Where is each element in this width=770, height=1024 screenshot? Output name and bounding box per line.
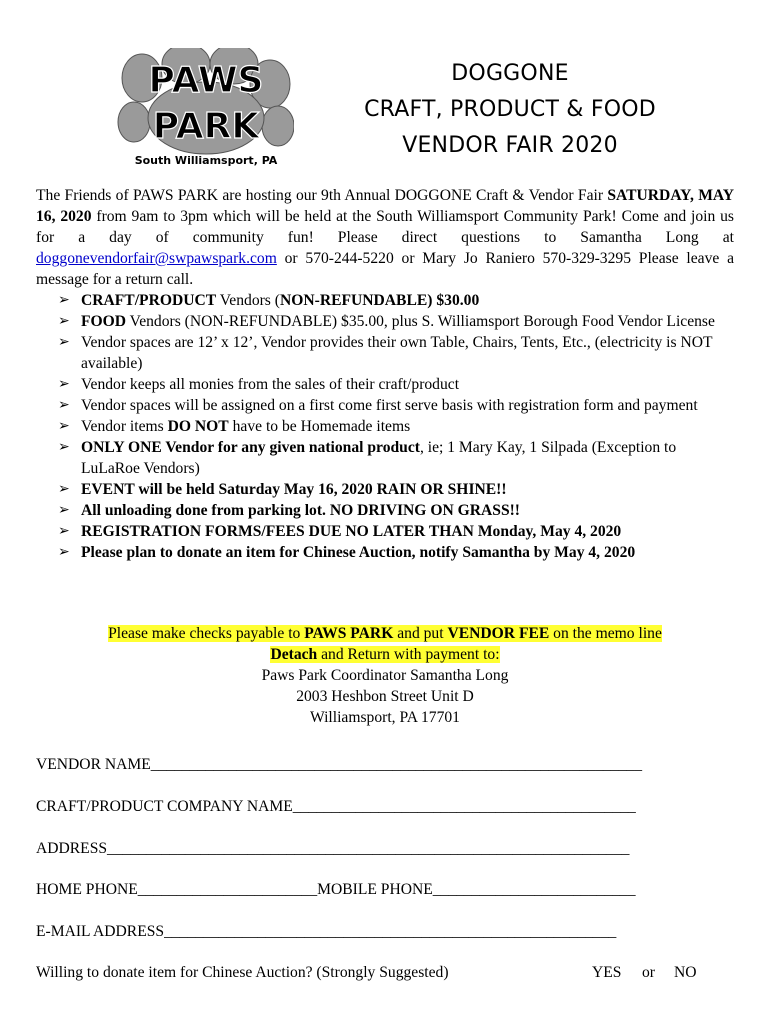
- list-item: [56, 311, 736, 332]
- bullet-text: , ie; 1 Mary Kay, 1 Silpada (Exception to LuLaRoe Vendors): [81, 439, 677, 477]
- company-name-field[interactable]: CRAFT/PRODUCT COMPANY NAME____________________________________________: [36, 798, 636, 815]
- bullet-text: Vendors (NON-REFUNDABLE) $35.00, plus S. Williamsport Borough Food Vendor License: [126, 313, 715, 330]
- list-item: [56, 332, 736, 374]
- logo-caption: South Williamsport, PA: [134, 154, 278, 167]
- bullet-text: have to be Homemade items: [228, 418, 411, 435]
- arrow-bullet-icon: ➢: [58, 439, 70, 455]
- phone-fields[interactable]: HOME PHONE_______________________MOBILE PHONE__________________________: [36, 881, 636, 898]
- coordinator-name: Paws Park Coordinator Samantha Long: [261, 667, 509, 684]
- payment-text: VENDOR FEE: [447, 625, 550, 642]
- arrow-bullet-icon: ➢: [58, 334, 70, 350]
- intro-paragraph: [36, 185, 734, 290]
- arrow-bullet-icon: ➢: [58, 502, 70, 518]
- arrow-bullet-icon: ➢: [58, 523, 70, 539]
- street-address: 2003 Heshbon Street Unit D: [296, 688, 474, 705]
- arrow-bullet-icon: ➢: [58, 544, 70, 560]
- payment-line-2: [0, 644, 770, 665]
- bullet-text: FOOD: [81, 313, 127, 330]
- list-item: [56, 437, 736, 479]
- payment-text: and put: [393, 625, 448, 642]
- donate-question: Willing to donate item for Chinese Auction? (Strongly Suggested): [36, 964, 449, 981]
- bullet-text: ONLY ONE Vendor for any given national product: [81, 439, 420, 456]
- list-item: [56, 374, 736, 395]
- paws-park-logo: [116, 48, 294, 168]
- list-item: [56, 479, 736, 500]
- bullet-text: CRAFT/PRODUCT: [81, 292, 217, 309]
- title-line3: VENDOR FAIR 2020: [402, 133, 618, 158]
- bullet-text: DO NOT: [167, 418, 229, 435]
- no-option[interactable]: NO: [674, 964, 697, 981]
- arrow-bullet-icon: ➢: [58, 397, 70, 413]
- or-label: or: [642, 964, 655, 981]
- bullet-text: Please plan to donate an item for Chinese Auction, notify Samantha by May 4, 2020: [81, 544, 636, 561]
- bullet-text: NON-REFUNDABLE) $30.00: [279, 292, 480, 309]
- page-title: [320, 56, 700, 164]
- list-item: [56, 500, 736, 521]
- arrow-bullet-icon: ➢: [58, 376, 70, 392]
- rules-list: [56, 290, 736, 563]
- bullet-text: REGISTRATION FORMS/FEES DUE NO LATER THAN Monday, May 4, 2020: [81, 523, 622, 540]
- yes-option[interactable]: YES: [592, 964, 622, 981]
- arrow-bullet-icon: ➢: [58, 292, 70, 308]
- title-line2: CRAFT, PRODUCT & FOOD: [364, 97, 656, 122]
- arrow-bullet-icon: ➢: [58, 481, 70, 497]
- intro-text-1: The Friends of PAWS PARK are hosting our 9th Annual DOGGONE Craft & Vendor Fair: [36, 187, 608, 204]
- logo-line2: PARK: [152, 106, 260, 147]
- list-item: [56, 395, 736, 416]
- list-item: [56, 416, 736, 437]
- list-item: [56, 542, 736, 563]
- bullet-text: EVENT will be held Saturday May 16, 2020 RAIN OR SHINE!!: [81, 481, 507, 498]
- title-line1: DOGGONE: [451, 61, 569, 86]
- contact-email-link[interactable]: doggonevendorfair@swpawspark.com: [36, 250, 277, 267]
- payment-text: on the memo line: [549, 625, 662, 642]
- logo-line1: PAWS: [148, 60, 264, 101]
- bullet-text: Vendor items: [81, 418, 168, 435]
- bullet-text: Vendors (: [216, 292, 280, 309]
- vendor-name-field[interactable]: VENDOR NAME_______________________________________________________________: [36, 756, 642, 773]
- payment-text: Please make checks payable to: [108, 625, 305, 642]
- bullet-text: All unloading done from parking lot. NO DRIVING ON GRASS!!: [81, 502, 521, 519]
- intro-date: SATURDAY, MAY 16, 2020: [36, 187, 734, 225]
- list-item: [56, 290, 736, 311]
- arrow-bullet-icon: ➢: [58, 313, 70, 329]
- intro-text-3: or 570-244-5220 or Mary Jo Raniero 570-329-3295 Please leave a message for a return call.: [36, 250, 734, 288]
- payment-text: PAWS PARK: [304, 625, 394, 642]
- bullet-text: Vendor spaces are 12’ x 12’, Vendor provides their own Table, Chairs, Tents, Etc., (electricity is NOT available): [81, 334, 713, 372]
- address-field[interactable]: ADDRESS___________________________________________________________________: [36, 840, 630, 857]
- payment-text: Detach: [270, 646, 318, 663]
- list-item: [56, 521, 736, 542]
- payment-line-1: [0, 623, 770, 644]
- arrow-bullet-icon: ➢: [58, 418, 70, 434]
- bullet-text: Vendor keeps all monies from the sales of their craft/product: [81, 376, 460, 393]
- city-state-zip: Williamsport, PA 17701: [310, 709, 460, 726]
- bullet-text: Vendor spaces will be assigned on a first come first serve basis with registration form and payment: [81, 397, 698, 414]
- email-field[interactable]: E-MAIL ADDRESS__________________________________________________________: [36, 923, 617, 940]
- intro-text-2: from 9am to 3pm which will be held at the South Williamsport Community Park! Come and join us for a day of community fun! Please direct questions to Samantha Long at: [36, 208, 734, 246]
- payment-text: and Return with payment to:: [317, 646, 500, 663]
